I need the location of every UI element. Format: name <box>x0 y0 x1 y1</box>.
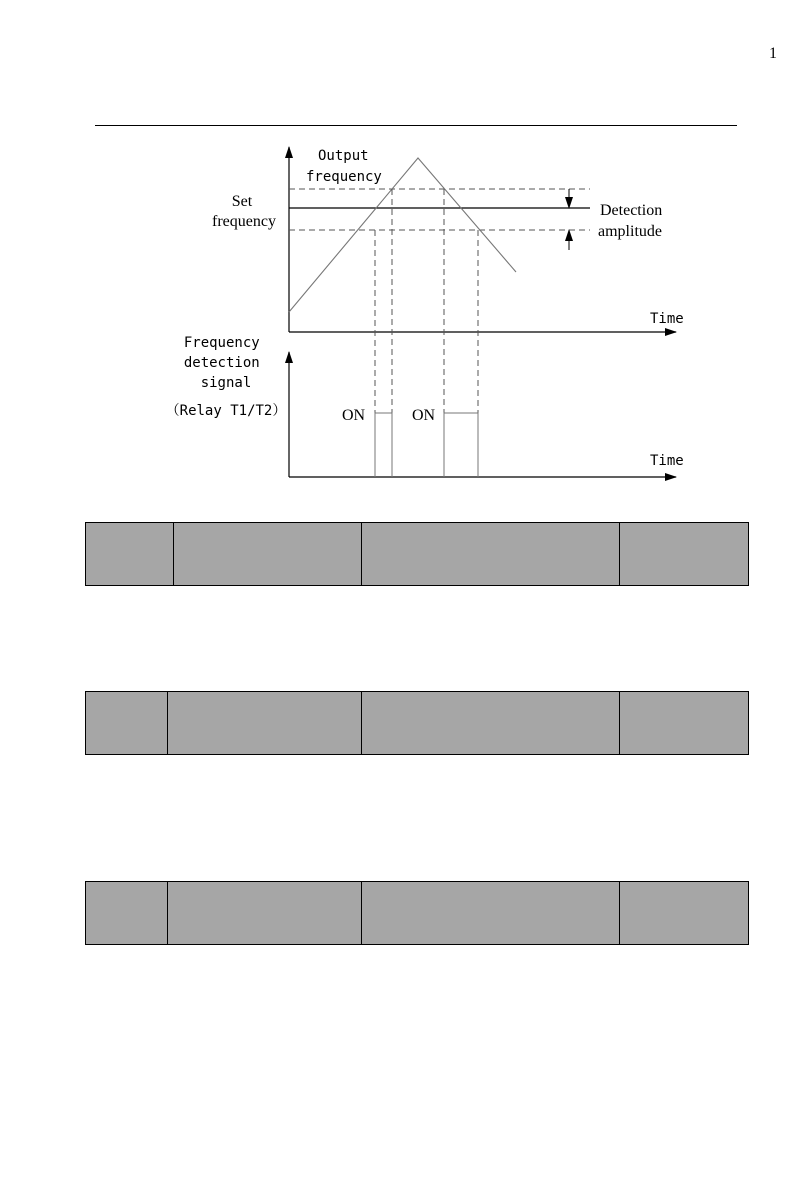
parameter-table-2 <box>85 691 749 755</box>
parameter-table-3 <box>85 881 749 945</box>
table-cell <box>86 523 174 586</box>
table-cell <box>86 692 168 755</box>
output-frequency-label: Output frequency <box>306 148 382 185</box>
set-frequency-label: Set frequency <box>212 193 276 230</box>
table-row <box>86 523 749 586</box>
time-label-top: Time <box>650 311 684 327</box>
table-cell <box>620 523 749 586</box>
table-cell <box>86 882 168 945</box>
table-cell <box>362 523 620 586</box>
table-cell <box>362 692 620 755</box>
page-number: 1 <box>769 45 777 62</box>
table-row <box>86 882 749 945</box>
table-cell <box>620 692 749 755</box>
table-cell <box>174 523 362 586</box>
relay-label: （Relay T1/T2） <box>165 403 287 419</box>
on-pulse-1 <box>375 413 392 477</box>
time-label-bottom: Time <box>650 453 684 469</box>
frequency-detection-diagram <box>0 0 794 500</box>
table-row <box>86 692 749 755</box>
detection-amplitude-label: Detection amplitude <box>598 202 663 240</box>
table-cell <box>168 882 362 945</box>
on-label-2: ON <box>412 407 436 424</box>
table-cell <box>168 692 362 755</box>
table-cell <box>362 882 620 945</box>
on-label-1: ON <box>342 407 366 424</box>
parameter-table-1 <box>85 522 749 586</box>
table-cell <box>620 882 749 945</box>
frequency-detection-signal-label: Frequency detection signal <box>183 335 260 391</box>
on-pulse-2 <box>444 413 478 477</box>
